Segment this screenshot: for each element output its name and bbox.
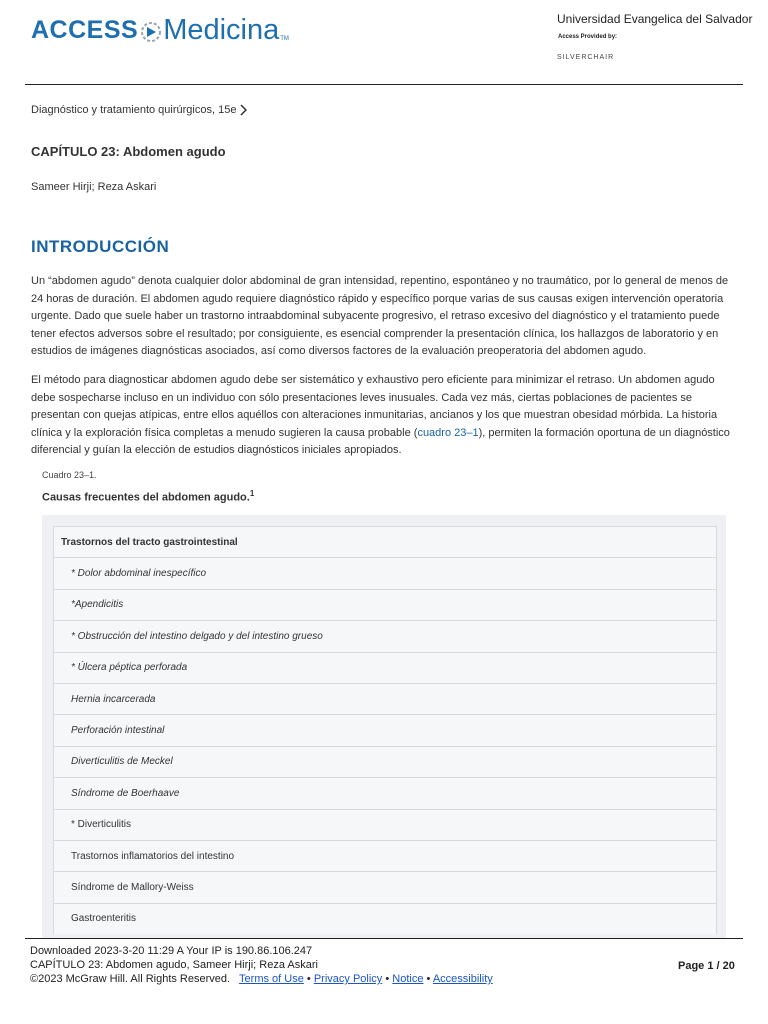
page-number: Page 1 / 20 [678, 960, 735, 972]
terms-of-use-link[interactable]: Terms of Use [239, 973, 304, 985]
section-heading: INTRODUCCIÓN [31, 237, 170, 256]
table-row: Síndrome de Mallory-Weiss [54, 871, 716, 902]
link-separator: • [385, 973, 390, 985]
breadcrumb[interactable] [31, 104, 247, 116]
logo-medicina-text: Medicina [163, 14, 280, 46]
logo-access-text: ACCESS [31, 16, 139, 44]
copyright-line [30, 973, 493, 985]
link-separator: • [426, 973, 431, 985]
page-footer [0, 938, 768, 1024]
table-row: Diverticulitis de Meckel [54, 746, 716, 777]
table-row: Trastornos inflamatorios del intestino [54, 840, 716, 871]
page-header [0, 0, 768, 86]
chapter-authors: Sameer Hirji; Reza Askari [31, 181, 157, 193]
footer-divider [25, 938, 743, 939]
link-separator: • [306, 973, 311, 985]
copyright-text: ©2023 McGraw Hill. All Rights Reserved. [30, 973, 231, 985]
table-row: * Úlcera péptica perforada [54, 652, 716, 683]
privacy-policy-link[interactable]: Privacy Policy [313, 973, 383, 985]
download-info: Downloaded 2023-3-20 11:29 A Your IP is 190.86.106.247 [30, 945, 313, 957]
intro-paragraph-1: Un “abdomen agudo” denota cualquier dolor abdominal de gran intensidad, repentino, espontáneo y no traumático, por lo general de menos de 24 horas de duración. El abdomen agudo requiere diagnóstico rápido y específico porque varias de sus causas exigen intervención operatoria urgente. Dado que suele haber un trastorno intraabdominal subyacente progresivo, el retraso excesivo del diagnóstico y el tratamiento puede tener efectos adversos sobre el resultado; por consiguiente, es esencial comprender la presentación clínica, los hallazgos de laboratorio y en estudios de imágenes diagnósticas asociados, así como diversos factores de la evaluación preoperatoria del abdomen agudo. [31, 275, 729, 358]
table-row: Perforación intestinal [54, 714, 716, 745]
institution-name: Universidad Evangelica del Salvador [557, 12, 753, 26]
header-divider [25, 84, 743, 85]
table-row: * Dolor abdominal inespecífico [54, 557, 716, 588]
intro-paragraph-2 [31, 372, 739, 460]
logo-trademark: TM [280, 36, 289, 42]
table-row: * Obstrucción del intestino delgado y del intestino grueso [54, 620, 716, 651]
table-container [42, 515, 726, 940]
table-row: Gastroenteritis [54, 903, 716, 934]
table-row: Síndrome de Boerhaave [54, 777, 716, 808]
table-row: Hernia incarcerada [54, 683, 716, 714]
accessmedicina-logo[interactable] [31, 14, 289, 47]
paragraph-text: El método para diagnosticar abdomen agudo debe ser sistemático y exhaustivo pero eficiente para minimizar el retraso. Un abdomen agudo debe sospecharse incluso en un individuo con sólo presentaciones leves inusuales. Cada vez más, ciertas poblaciones de pacientes se presentan con quejas atípicas, entre ellos aquéllos con alteraciones inmunitarias, ancianos y los que muestran obesidad mórbida. La historia clínica y la exploración física completas a menudo sugieren la causa probable ( [31, 374, 718, 439]
chevron-right-icon [239, 104, 247, 116]
paragraph-text: ), permiten la formación oportuna de un diagnóstico diferencial y guían la elección de estudios diagnósticos iniciales apropiados. [31, 426, 730, 457]
chapter-title: CAPÍTULO 23: Abdomen agudo [31, 144, 226, 159]
accessibility-link[interactable]: Accessibility [432, 973, 493, 985]
table-title [42, 489, 254, 504]
causes-table [53, 526, 717, 934]
notice-link[interactable]: Notice [392, 973, 424, 985]
silverchair-text: SILVERCHAIR [557, 54, 615, 61]
table-header-row: Trastornos del tracto gastrointestinal [54, 526, 716, 557]
table-reference-link[interactable]: cuadro 23–1 [417, 426, 479, 439]
gear-arrow-icon [140, 21, 162, 43]
table-row: * Diverticulitis [54, 809, 716, 840]
footnote-mark[interactable]: 1 [249, 489, 255, 498]
table-label: Cuadro 23–1. [42, 470, 97, 480]
citation-text: CAPÍTULO 23: Abdomen agudo, Sameer Hirji; Reza Askari [30, 959, 318, 971]
table-row: *Apendicitis [54, 589, 716, 620]
table-title-text: Causas frecuentes del abdomen agudo. [42, 491, 250, 504]
access-provided-label: Access Provided by: [558, 34, 618, 40]
breadcrumb-book-link[interactable]: Diagnóstico y tratamiento quirúrgicos, 15e [31, 104, 237, 116]
